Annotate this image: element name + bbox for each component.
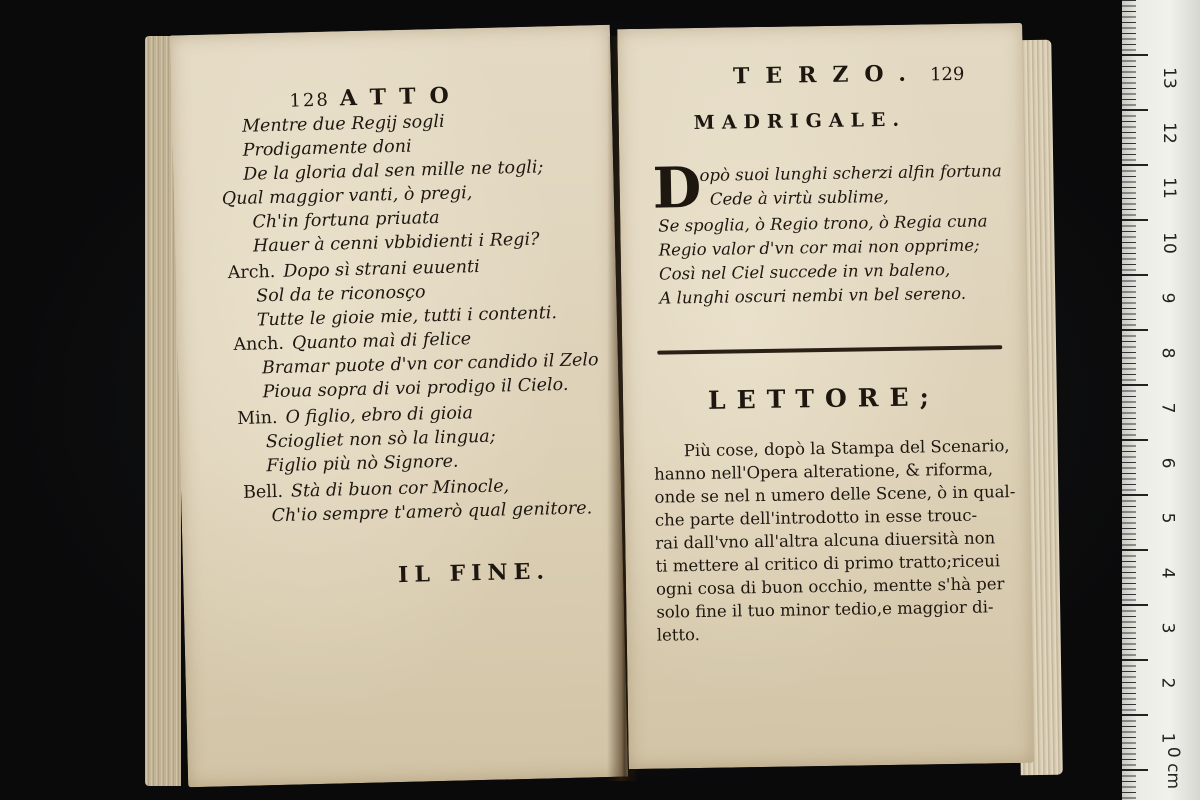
verse-line: Hauer à cenni vbbidienti i Regi? bbox=[252, 229, 540, 257]
verse-line: Figlio più nò Signore. bbox=[266, 451, 459, 477]
right-page-number: 129 bbox=[929, 63, 965, 86]
ruler-label: 2 bbox=[1157, 677, 1178, 689]
notice-line: hanno nell'Opera alteratione, & riforma, bbox=[654, 459, 994, 484]
verse-line-min: Min. O figlio, ebro di gioia bbox=[237, 403, 474, 429]
notice-line: solo fine il tuo minor tedio,e maggior di- bbox=[656, 597, 994, 622]
ruler-label: 12 bbox=[1158, 122, 1179, 144]
madrigal-line: Regio valor d'vn cor mai non opprime; bbox=[658, 235, 980, 260]
left-running-head bbox=[289, 82, 463, 112]
left-page bbox=[170, 25, 628, 788]
verse-line: Sciogliet non sò la lingua; bbox=[265, 426, 496, 453]
notice-line: Più cose, dopò la Stampa del Scenario, bbox=[683, 436, 1010, 461]
notice-line: onde se nel n umero delle Scene, ò in qual- bbox=[654, 482, 1016, 507]
verse-line: Qual maggior vanti, ò pregi, bbox=[221, 183, 473, 210]
il-fine-closing: IL FINE. bbox=[397, 558, 551, 589]
ruler-label: 4 bbox=[1157, 567, 1178, 579]
notice-line: rai dall'vno all'altra alcuna diuersità non bbox=[655, 528, 996, 553]
drop-cap: D bbox=[652, 154, 702, 222]
ruler-label: 9 bbox=[1157, 292, 1178, 304]
madrigal-line: Cede à virtù sublime, bbox=[709, 186, 889, 209]
ruler-label: 13 bbox=[1158, 67, 1179, 89]
left-page-number: 128 bbox=[289, 89, 331, 112]
madrigal-line: Se spoglia, ò Regio trono, ò Regia cuna bbox=[658, 211, 988, 236]
verse-line: Tutte le gioie mie, tutti i contenti. bbox=[256, 303, 558, 331]
speaker-label: Arch. bbox=[227, 261, 276, 284]
madrigal-line: A lunghi oscuri nembi vn bel sereno. bbox=[659, 283, 967, 308]
verse-line-arch: Arch. Dopo sì strani euuenti bbox=[227, 256, 480, 284]
verse-line: Bramar puote d'vn cor candido il Zelo bbox=[261, 350, 599, 379]
notice-line: che parte dell'introdotto in esse trouc- bbox=[654, 505, 978, 530]
notice-line: letto. bbox=[656, 625, 701, 645]
verse-line-anch: Anch. Quanto maì di felice bbox=[233, 329, 472, 356]
ruler-label: 11 bbox=[1158, 177, 1179, 199]
ruler-ticks bbox=[1122, 0, 1136, 800]
ruler-label: 10 bbox=[1158, 232, 1179, 254]
verse-line: Mentre due Regij sogli bbox=[241, 111, 445, 137]
notice-line: ti mettere al critico di primo tratto;riceui bbox=[655, 551, 1001, 576]
verse-line: Sol da te riconosço bbox=[256, 282, 426, 307]
speaker-label: Bell. bbox=[242, 481, 284, 503]
verse-line: Ch'io sempre t'amerò qual genitore. bbox=[271, 498, 593, 527]
ruler-label: 6 bbox=[1157, 457, 1178, 469]
ruler-label: 3 bbox=[1157, 622, 1178, 634]
left-running-head-text: ATTO bbox=[339, 82, 464, 112]
speaker-label: Anch. bbox=[233, 333, 285, 356]
ruler-label: 1 bbox=[1157, 732, 1178, 744]
section-divider-rule bbox=[657, 345, 1002, 354]
right-page bbox=[617, 23, 1034, 769]
ruler-label: 0 cm bbox=[1163, 746, 1184, 790]
lettore-title: LETTORE; bbox=[707, 382, 941, 415]
verse-line: Ch'in fortuna priuata bbox=[252, 207, 440, 233]
ruler-label: 5 bbox=[1157, 512, 1178, 524]
open-book bbox=[145, 18, 1060, 788]
verse-line: Pioua sopra di voi prodigo il Cielo. bbox=[262, 374, 569, 403]
madrigal-line: Così nel Ciel succede in vn baleno, bbox=[658, 260, 951, 284]
verse-line: De la gloria dal sen mille ne togli; bbox=[243, 157, 544, 185]
notice-line: ogni cosa di buon occhio, mentte s'hà per bbox=[655, 574, 1005, 599]
right-running-head-text: TERZO. bbox=[732, 60, 923, 90]
madrigale-title: MADRIGALE. bbox=[693, 108, 907, 135]
right-running-head bbox=[733, 60, 965, 90]
measurement-ruler bbox=[1122, 0, 1200, 800]
madrigal-line: opò suoi lunghi scherzi alfin fortuna bbox=[699, 161, 1002, 185]
ruler-label: 8 bbox=[1157, 347, 1178, 359]
verse-line-bell: Bell. Stà di buon cor Minocle, bbox=[242, 476, 510, 503]
speaker-label: Min. bbox=[237, 407, 278, 429]
verse-line: Prodigamente doni bbox=[242, 136, 412, 161]
ruler-label: 7 bbox=[1157, 402, 1178, 414]
